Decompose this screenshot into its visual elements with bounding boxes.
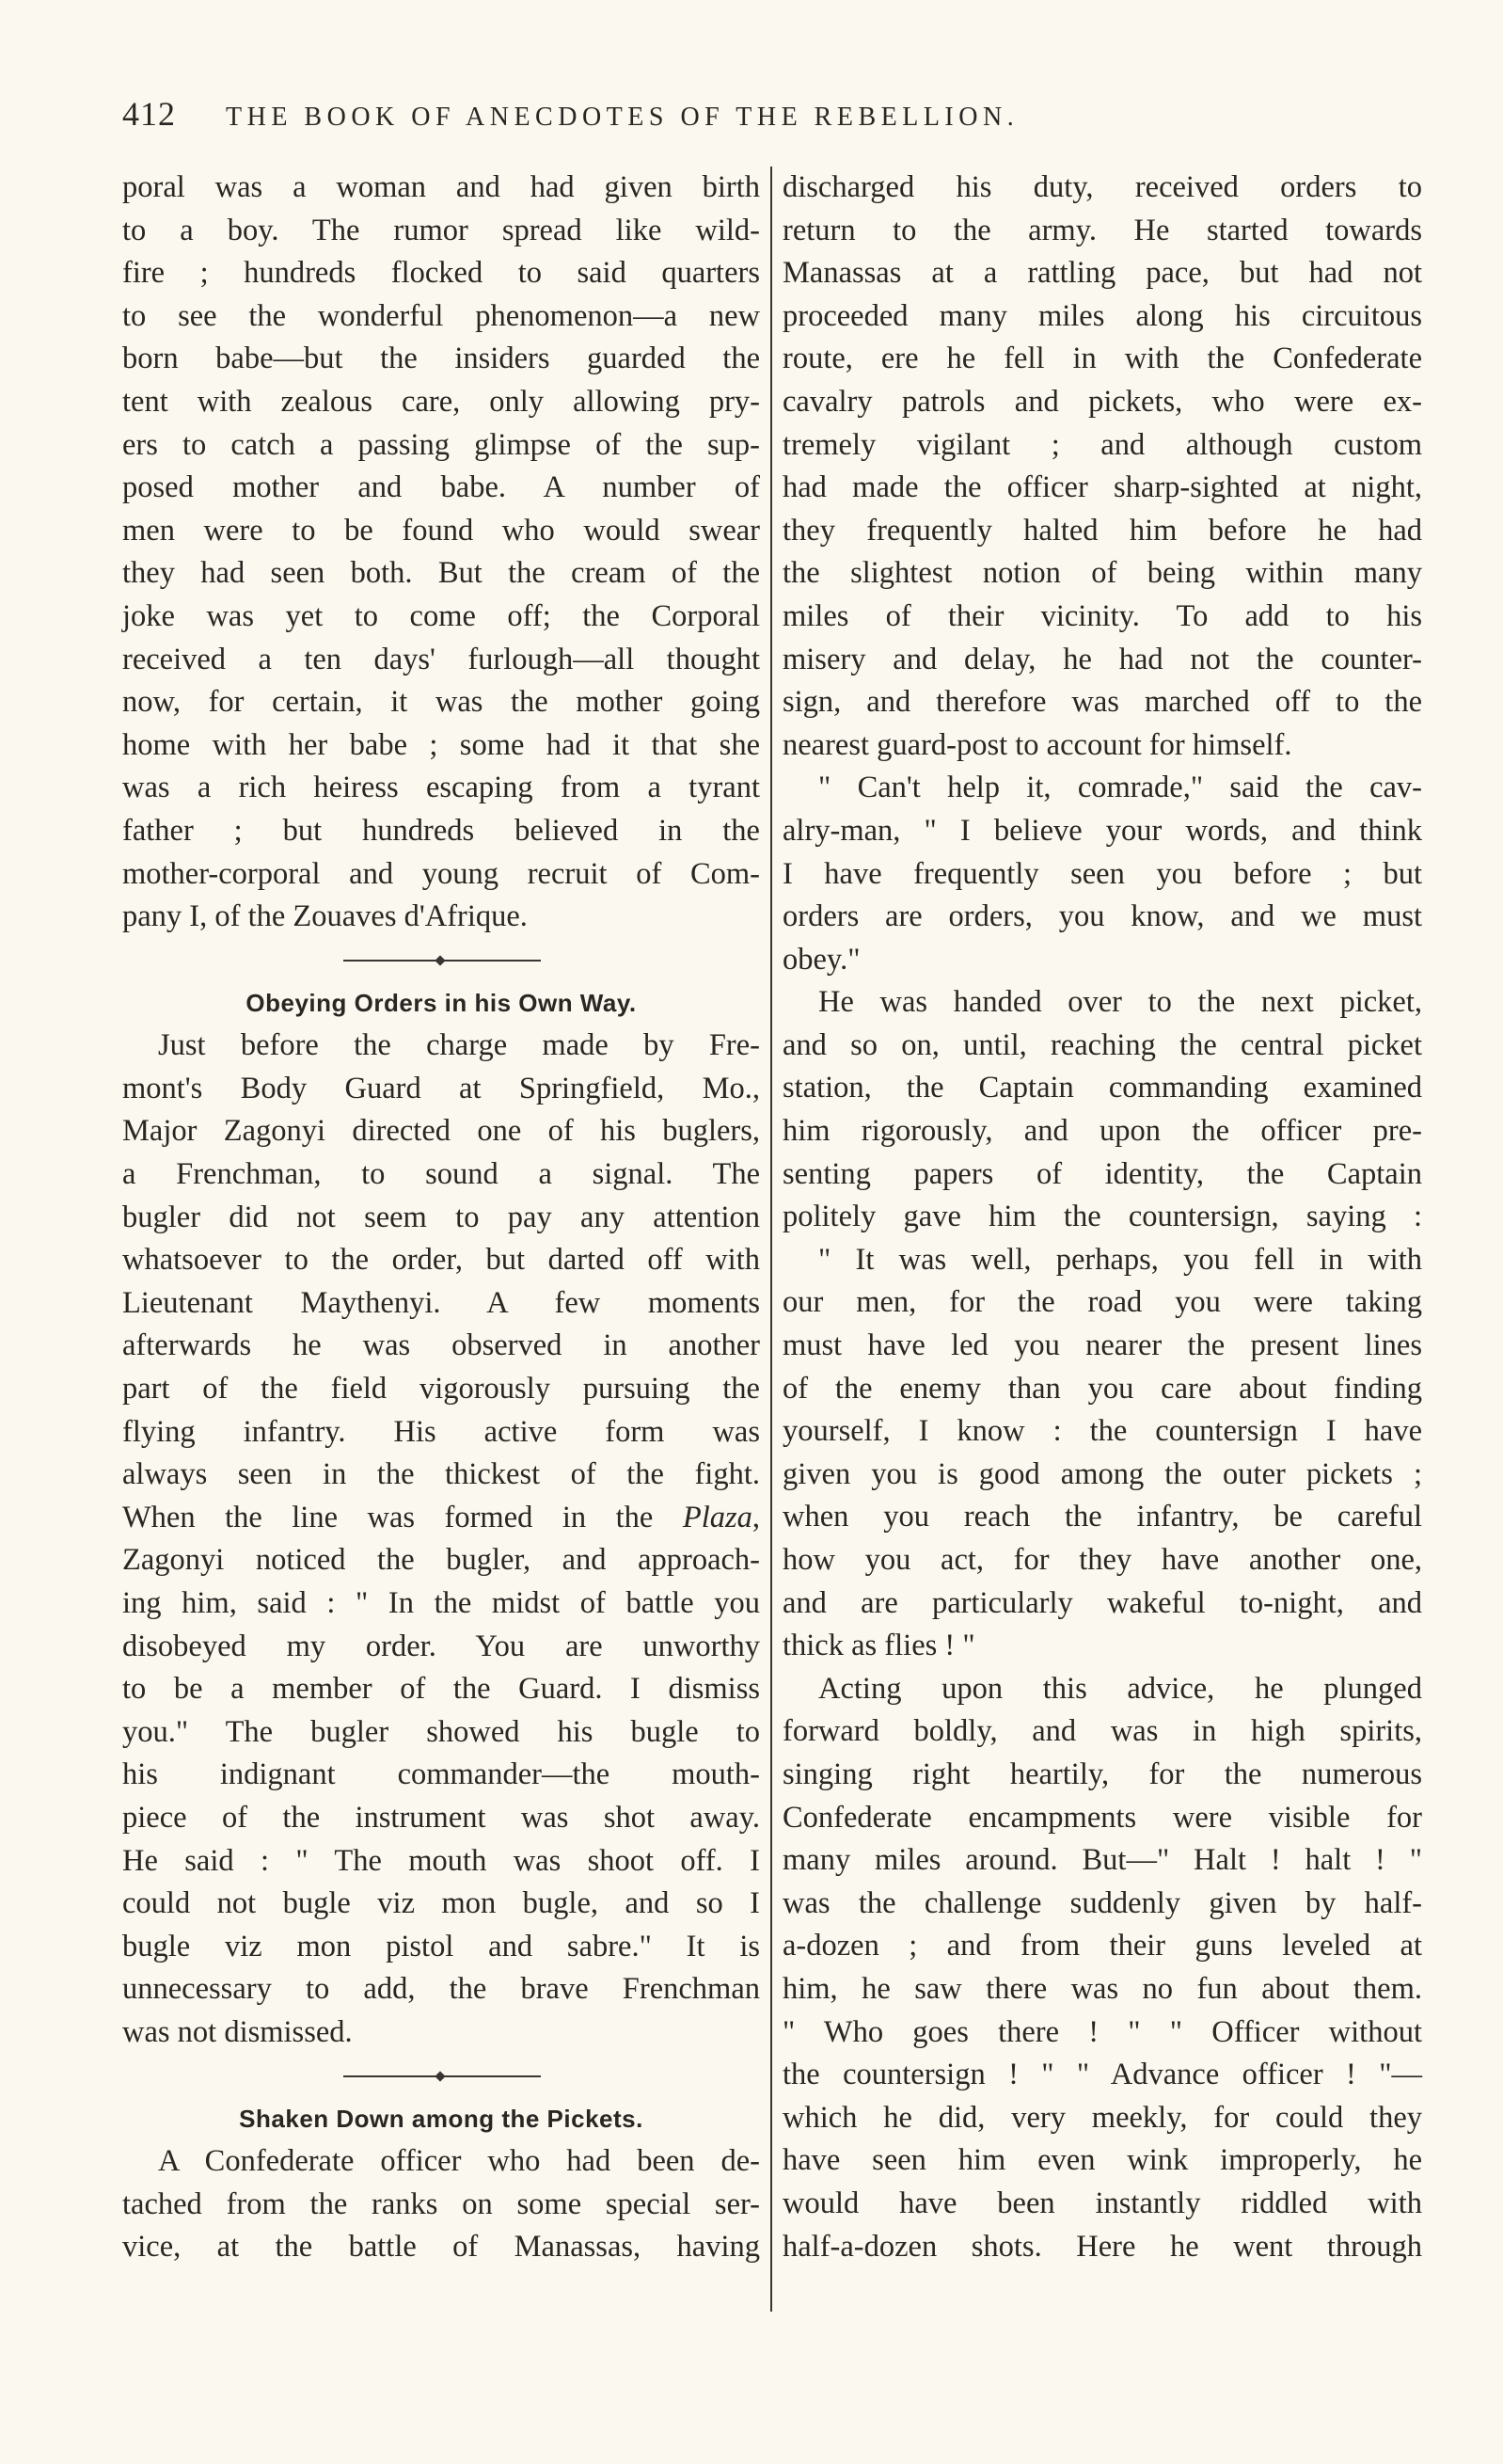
text-line: He was handed over to the next picket,	[818, 985, 1422, 1020]
text-line: sign, and therefore was marched off to the	[783, 685, 1422, 720]
text-line: " Can't help it, comrade," said the cav-	[818, 771, 1422, 805]
text-line: many miles around. But—" Halt ! halt ! "	[783, 1843, 1422, 1878]
text-line: to a boy. The rumor spread like wild-	[122, 213, 760, 247]
text-line: Just before the charge made by Fre-	[158, 1028, 760, 1063]
text-line: when you reach the infantry, be careful	[783, 1500, 1422, 1534]
text-line: vice, at the battle of Manassas, having	[122, 2230, 760, 2265]
text-line: disobeyed my order. You are unworthy	[122, 1629, 760, 1663]
text-line: him rigorously, and upon the officer pre-	[783, 1114, 1422, 1149]
text-line: discharged his duty, received orders to	[783, 170, 1422, 204]
text-line: born babe—but the insiders guarded the	[122, 342, 760, 376]
text-line: ers to catch a passing glimpse of the sup-	[122, 427, 760, 462]
text-line: have seen him even wink improperly, he	[783, 2143, 1422, 2178]
text-line: alry-man, " I believe your words, and think	[783, 813, 1422, 848]
text-line: afterwards he was observed in another	[122, 1328, 760, 1363]
text-line: part of the field vigorously pursuing the	[122, 1372, 760, 1407]
text-line: the countersign ! " " Advance officer ! "—	[783, 2058, 1422, 2092]
section-ornament	[122, 2055, 760, 2098]
text-line: now, for certain, it was the mother going	[122, 685, 760, 720]
text-line: thick as flies ! "	[783, 1629, 975, 1663]
text-line: orders are orders, you know, and we must	[783, 899, 1422, 934]
text-line: of the enemy than you care about finding	[783, 1371, 1422, 1406]
text-line: and so on, until, reaching the central picket	[783, 1027, 1422, 1062]
text-line: men were to be found who would swear	[122, 513, 760, 548]
text-line: Major Zagonyi directed one of his buglers,	[122, 1114, 760, 1149]
text-line: they frequently halted him before he had	[783, 513, 1422, 548]
text-line: home with her babe ; some had it that she	[122, 727, 760, 762]
section-heading: Obeying Orders in his Own Way.	[245, 988, 637, 1017]
text-line: Acting upon this advice, he plunged	[818, 1671, 1422, 1706]
text-line: " Who goes there ! " " Officer without	[783, 2014, 1422, 2049]
text-line: a-dozen ; and from their guns leveled at	[783, 1929, 1422, 1963]
text-line: bugle viz mon pistol and sabre." It is	[122, 1929, 760, 1963]
text-line: route, ere he fell in with the Confederate	[783, 342, 1422, 376]
text-line: was a rich heiress escaping from a tyrant	[122, 771, 760, 805]
text-line: had made the officer sharp-sighted at night,	[783, 470, 1422, 505]
text-line: He said : " The mouth was shoot off. I	[122, 1843, 760, 1878]
text-line: unnecessary to add, the brave Frenchman	[122, 1972, 760, 2007]
text-line: would have been instantly riddled with	[783, 2186, 1422, 2220]
section-heading: Shaken Down among the Pickets.	[239, 2104, 643, 2133]
text-line: Manassas at a rattling pace, but had not	[783, 256, 1422, 291]
text-line: " It was well, perhaps, you fell in with	[818, 1242, 1422, 1277]
text-line: obey."	[783, 942, 861, 977]
text-line: to see the wonderful phenomenon—a new	[122, 298, 760, 333]
text-line: fire ; hundreds flocked to said quarters	[122, 256, 760, 291]
text-line: his indignant commander—the mouth-	[122, 1757, 760, 1792]
section-body	[122, 1025, 760, 2054]
text-line: could not bugle viz mon bugle, and so I	[122, 1886, 760, 1921]
intro-paragraph	[122, 167, 760, 939]
text-line: was the challenge suddenly given by half-	[783, 1885, 1422, 1920]
text-line: A Confederate officer who had been de-	[158, 2144, 760, 2179]
left-column	[122, 167, 760, 2269]
text-line: was not dismissed.	[122, 2014, 353, 2049]
text-line: always seen in the thickest of the fight.	[122, 1457, 760, 1492]
text-line: forward boldly, and was in high spirits,	[783, 1714, 1422, 1749]
section-body	[122, 2140, 760, 2269]
text-line: I have frequently seen you before ; but	[783, 856, 1422, 891]
text-line: nearest guard-post to account for himself.	[783, 727, 1292, 762]
text-line: to be a member of the Guard. I dismiss	[122, 1672, 760, 1707]
column-divider	[770, 167, 772, 2312]
text-line: misery and delay, he had not the counter-	[783, 642, 1422, 676]
text-line: Lieutenant Maythenyi. A few moments	[122, 1285, 760, 1320]
text-line: miles of their vicinity. To add to his	[783, 598, 1422, 633]
text-line: a Frenchman, to sound a signal. The	[122, 1157, 760, 1192]
text-line: the slightest notion of being within many	[783, 556, 1422, 591]
text-line: posed mother and babe. A number of	[122, 470, 760, 505]
text-line: tremely vigilant ; and although custom	[783, 427, 1422, 462]
text-line: received a ten days' furlough—all thought	[122, 642, 760, 676]
text-line: tached from the ranks on some special ser-	[122, 2186, 760, 2221]
text-line: proceeded many miles along his circuitous	[783, 298, 1422, 333]
text-line: ing him, said : " In the midst of battle you	[122, 1586, 760, 1620]
text-line: how you act, for they have another one,	[783, 1543, 1422, 1577]
text-line: Zagonyi noticed the bugler, and approach-	[122, 1543, 760, 1578]
text-line: father ; but hundreds believed in the	[122, 813, 760, 848]
text-line: pany I, of the Zouaves d'Afrique.	[122, 899, 528, 934]
text-line: they had seen both. But the cream of the	[122, 556, 760, 591]
text-line: given you is good among the outer pickets ;	[783, 1456, 1422, 1491]
text-line: must have led you nearer the present lines	[783, 1328, 1422, 1363]
text-line: return to the army. He started towards	[783, 213, 1422, 247]
text-line: which he did, very meekly, for could they	[783, 2100, 1422, 2135]
text-line: politely gave him the countersign, saying :	[783, 1200, 1422, 1234]
page-number: 412	[122, 95, 176, 133]
text-line: mother-corporal and young recruit of Com-	[122, 856, 760, 891]
section-body	[783, 167, 1422, 2268]
text-line: him, he saw there was no fun about them.	[783, 1971, 1422, 2006]
text-line: station, the Captain commanding examined	[783, 1071, 1422, 1105]
text-line: senting papers of identity, the Captain	[783, 1156, 1422, 1191]
text-line: joke was yet to come off; the Corporal	[122, 598, 760, 633]
text-line: half-a-dozen shots. Here he went through	[783, 2229, 1422, 2264]
text-line: you." The bugler showed his bugle to	[122, 1714, 760, 1749]
text-line: singing right heartily, for the numerous	[783, 1757, 1422, 1791]
text-line: bugler did not seem to pay any attention	[122, 1200, 760, 1234]
text-line: yourself, I know : the countersign I have	[783, 1414, 1422, 1449]
text-line: flying infantry. His active form was	[122, 1414, 760, 1449]
text-line: poral was a woman and had given birth	[122, 170, 760, 204]
text-line: whatsoever to the order, but darted off with	[122, 1243, 760, 1278]
text-line: Confederate encampments were visible for	[783, 1800, 1422, 1835]
text-line: tent with zealous care, only allowing pry-	[122, 384, 760, 419]
text-line: When the line was formed in the Plaza,	[122, 1500, 760, 1534]
text-line: piece of the instrument was shot away.	[122, 1800, 760, 1835]
text-line: our men, for the road you were taking	[783, 1285, 1422, 1320]
section-ornament	[122, 939, 760, 982]
right-column	[783, 167, 1422, 2268]
page-header	[122, 94, 1270, 141]
text-line: mont's Body Guard at Springfield, Mo.,	[122, 1071, 760, 1105]
text-line: and are particularly wakeful to-night, and	[783, 1585, 1422, 1620]
running-title: THE BOOK OF ANECDOTES OF THE REBELLION.	[226, 103, 1020, 132]
text-line: cavalry patrols and pickets, who were ex-	[783, 384, 1422, 419]
